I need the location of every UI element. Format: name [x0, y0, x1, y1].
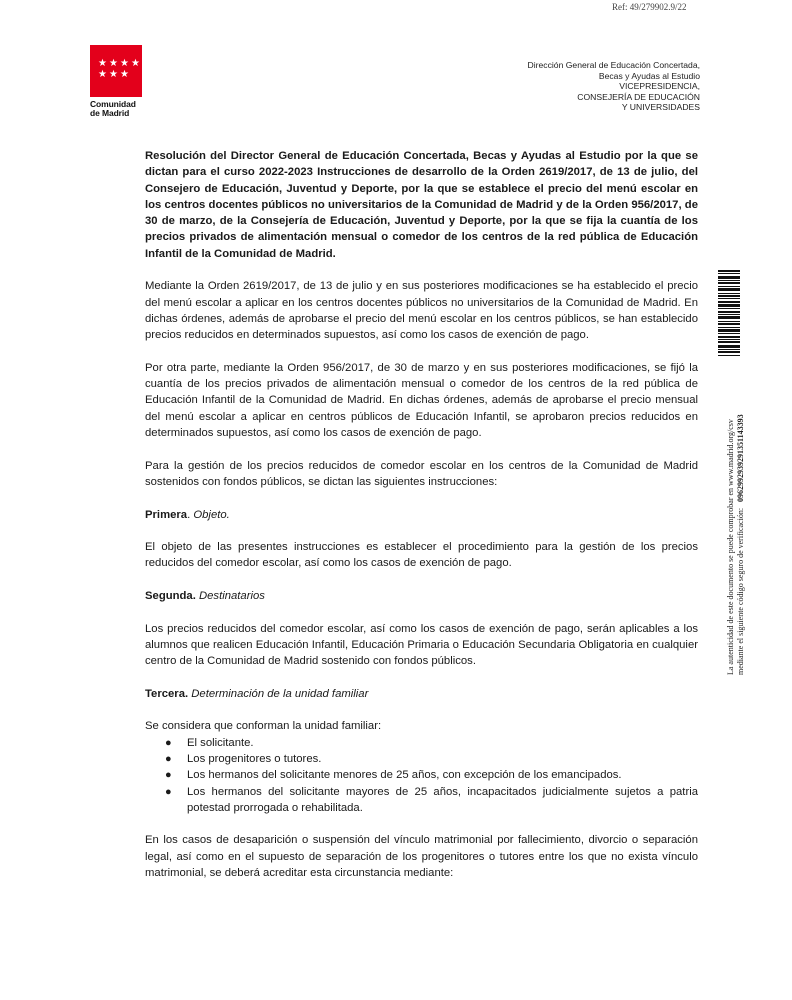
list-item-text: Los hermanos del solicitante mayores de 25 años, incapacitados judicialmente sujetos a patria potestad prorrogada o rehabilitada. [187, 785, 698, 814]
bullet-icon: ● [165, 769, 172, 782]
section-label: Segunda. [145, 590, 196, 603]
issuing-department [528, 60, 700, 113]
comunidad-madrid-logo [90, 45, 142, 118]
verification-code: 0962992939291351143393 [736, 414, 745, 502]
verification-line-1: La autenticidad de este documento se puede comprobar en www.madrid.org/csv [726, 419, 735, 675]
bullet-icon: ● [165, 785, 172, 798]
list-item [165, 784, 698, 817]
document-reference: Ref: 49/279902.9/22 [612, 2, 687, 12]
list-item [165, 767, 698, 783]
section-label: Tercera. [145, 687, 189, 700]
dept-line: Y UNIVERSIDADES [621, 102, 700, 113]
list-item-text: Los progenitores o tutores. [187, 752, 322, 765]
family-list [145, 735, 698, 816]
dept-line: CONSEJERÍA DE EDUCACIÓN [577, 91, 700, 102]
logo-line-2: de Madrid [90, 108, 130, 118]
paragraph: Por otra parte, mediante la Orden 956/2017, de 30 de marzo y en sus posteriores modificaciones, se fijó la cuantía de los precios privados de alimentación mensual o comedor de los centros de la red pública de Educación Infantil de la Comunidad de Madrid. En dichas órdenes, además de aprobarse el precio mensual del menú escolar a aplicar en centros públicos de Educación Infantil, se aprobaron precios reducidos en determinados supuestos, así como los casos de exención de pago. [145, 361, 698, 440]
dept-line: Dirección General de Educación Concertada, [527, 60, 700, 70]
section-label: Primera [145, 508, 188, 521]
section-heading-tercera [145, 686, 698, 702]
verification-line-2: mediante el siguiente código seguro de verificación: 0962992939291351143393 [736, 414, 745, 675]
section-heading-segunda [145, 588, 698, 604]
paragraph: El objeto de las presentes instrucciones es establecer el procedimiento para la gestión de los precios reducidos del comedor escolar, así como los casos de exención de pago. [145, 541, 698, 570]
dept-line: Becas y Ayudas al Estudio [598, 70, 700, 81]
list-item-text: Los hermanos del solicitante menores de 25 años, con excepción de los emancipados. [187, 769, 622, 782]
bullet-icon: ● [165, 752, 172, 765]
dept-line: VICEPRESIDENCIA, [619, 81, 700, 92]
barcode-icon [718, 270, 740, 378]
logo-flag-icon: ★ ★ ★ ★ ★ ★ ★ [90, 45, 142, 97]
verification-sidebar [718, 270, 768, 680]
verification-text [726, 375, 746, 675]
document-body [145, 148, 698, 898]
section-subtitle: Determinación de la unidad familiar [191, 687, 369, 700]
document-title: Resolución del Director General de Educación Concertada, Becas y Ayudas al Estudio por la que se dictan para el curso 2022-2023 Instrucciones de desarrollo de la Orden 2619/2017, de 13 de julio, del Consejero de Educación, Juventud y Deporte, por la que se establece el precio del menú escolar en los centros docentes públicos no universitarios de la Comunidad de Madrid y de la Orden 956/2017, de 30 de marzo, de la Consejería de Educación, Juventud y Deporte, por la que se fija la cuantía de los precios privados de alimentación mensual o comedor de los centros de la red pública de Educación Infantil de la Comunidad de Madrid. [145, 150, 698, 260]
section-subtitle: Objeto. [193, 508, 230, 521]
list-item-text: El solicitante. [187, 736, 254, 749]
paragraph: En los casos de desaparición o suspensión del vínculo matrimonial por fallecimiento, divorcio o separación legal, así como en el supuesto de separación de los progenitores o tutores entre los que no exista vínculo matrimonial, se deberá acreditar esta circunstancia mediante: [145, 834, 698, 880]
list-item [165, 751, 698, 767]
section-separator: . [187, 508, 194, 521]
paragraph: Los precios reducidos del comedor escolar, así como los casos de exención de pago, serán aplicables a los alumnos que realicen Educación Infantil, Educación Primaria o Educación Secundaria Obligatoria en cualquier centro de la Comunidad de Madrid sostenido con fondos públicos. [145, 622, 698, 668]
family-intro: Se considera que conforman la unidad familiar: [145, 720, 382, 733]
bullet-icon: ● [165, 736, 172, 749]
section-heading-primera [145, 507, 698, 523]
paragraph: Para la gestión de los precios reducidos de comedor escolar en los centros de la Comunidad de Madrid sostenidos con fondos públicos, se dictan las siguientes instrucciones: [145, 459, 698, 488]
list-item [165, 735, 698, 751]
logo-line-1: Comunidad [90, 99, 136, 109]
paragraph: Mediante la Orden 2619/2017, de 13 de julio y en sus posteriores modificaciones se ha establecido el precio del menú escolar a aplicar en los centros docentes públicos no universitarios de la Comunidad de Madrid. En dichas órdenes, además de aprobarse el precio del menú escolar en los centros públicos, se han establecido precios reducidos en determinados supuestos, así como los casos de exención de pago. [145, 280, 698, 342]
section-subtitle: Destinatarios [198, 590, 265, 603]
